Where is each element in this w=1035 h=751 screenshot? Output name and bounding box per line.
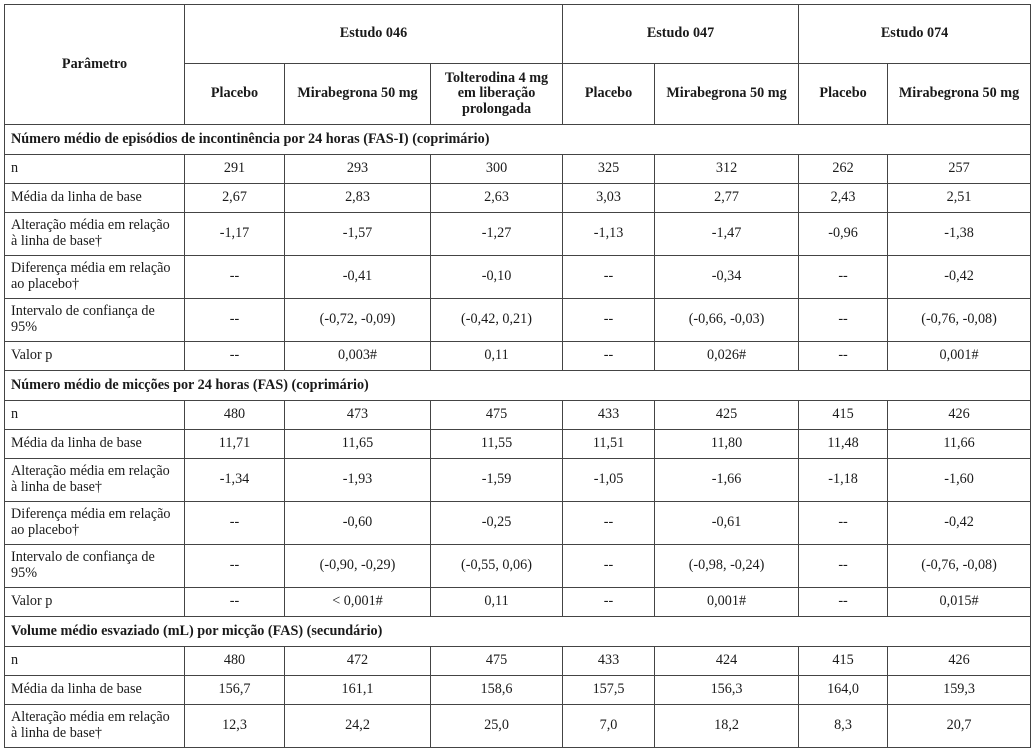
- table-cell: 2,83: [285, 184, 431, 213]
- table-cell: 24,2: [285, 705, 431, 748]
- table-cell: -1,57: [285, 213, 431, 256]
- table-cell: 262: [799, 155, 888, 184]
- table-cell: 425: [655, 401, 799, 430]
- table-cell: 158,6: [431, 676, 563, 705]
- table-cell: 424: [655, 647, 799, 676]
- table-cell: 312: [655, 155, 799, 184]
- table-row: [5, 647, 1031, 676]
- table-cell: 0,11: [431, 342, 563, 371]
- table-cell: (-0,55, 0,06): [431, 545, 563, 588]
- table-cell: 8,3: [799, 705, 888, 748]
- table-cell: 11,65: [285, 430, 431, 459]
- table-cell: 11,55: [431, 430, 563, 459]
- row-label: n: [5, 155, 185, 184]
- s047-placebo-header: Placebo: [563, 64, 655, 125]
- table-row: [5, 705, 1031, 748]
- table-cell: (-0,98, -0,24): [655, 545, 799, 588]
- table-row: [5, 401, 1031, 430]
- s046-placebo-header: Placebo: [185, 64, 285, 125]
- row-label: n: [5, 401, 185, 430]
- table-cell: -0,61: [655, 502, 799, 545]
- s074-mirabegron-header: Mirabegrona 50 mg: [888, 64, 1031, 125]
- table-cell: --: [799, 502, 888, 545]
- table-cell: 11,71: [185, 430, 285, 459]
- table-cell: 2,67: [185, 184, 285, 213]
- table-cell: 293: [285, 155, 431, 184]
- table-cell: 433: [563, 401, 655, 430]
- study-046-header: Estudo 046: [185, 5, 563, 64]
- table-cell: 257: [888, 155, 1031, 184]
- document-page: [4, 4, 1030, 748]
- table-cell: 472: [285, 647, 431, 676]
- results-table: [4, 4, 1031, 748]
- row-label: Valor p: [5, 342, 185, 371]
- study-047-header: Estudo 047: [563, 5, 799, 64]
- table-cell: -0,42: [888, 502, 1031, 545]
- table-header: [5, 5, 1031, 125]
- table-cell: -0,96: [799, 213, 888, 256]
- table-cell: --: [563, 256, 655, 299]
- table-cell: 7,0: [563, 705, 655, 748]
- table-cell: --: [563, 502, 655, 545]
- table-cell: -0,42: [888, 256, 1031, 299]
- table-row: [5, 588, 1031, 617]
- table-cell: 433: [563, 647, 655, 676]
- table-cell: 473: [285, 401, 431, 430]
- row-label: Média da linha de base: [5, 184, 185, 213]
- table-cell: 3,03: [563, 184, 655, 213]
- table-row: [5, 342, 1031, 371]
- table-cell: 157,5: [563, 676, 655, 705]
- table-cell: --: [799, 588, 888, 617]
- table-cell: -1,93: [285, 459, 431, 502]
- table-cell: 0,001#: [655, 588, 799, 617]
- s046-mirabegron-header: Mirabegrona 50 mg: [285, 64, 431, 125]
- table-cell: 291: [185, 155, 285, 184]
- row-label: Valor p: [5, 588, 185, 617]
- row-label: Alteração média em relação à linha de base†: [5, 213, 185, 256]
- table-cell: --: [185, 256, 285, 299]
- section-title: Volume médio esvaziado (mL) por micção (FAS) (secundário): [5, 617, 1031, 647]
- row-label: n: [5, 647, 185, 676]
- table-cell: (-0,42, 0,21): [431, 299, 563, 342]
- table-cell: 164,0: [799, 676, 888, 705]
- s074-placebo-header: Placebo: [799, 64, 888, 125]
- table-cell: 156,3: [655, 676, 799, 705]
- table-cell: 480: [185, 647, 285, 676]
- row-label: Média da linha de base: [5, 430, 185, 459]
- table-row: [5, 502, 1031, 545]
- table-row: [5, 155, 1031, 184]
- parameter-header: Parâmetro: [5, 5, 185, 125]
- table-cell: --: [799, 299, 888, 342]
- table-cell: -1,13: [563, 213, 655, 256]
- table-cell: -1,47: [655, 213, 799, 256]
- row-label: Diferença média em relação ao placebo†: [5, 502, 185, 545]
- table-cell: -0,34: [655, 256, 799, 299]
- table-cell: 0,001#: [888, 342, 1031, 371]
- row-label: Alteração média em relação à linha de base†: [5, 459, 185, 502]
- table-cell: -1,27: [431, 213, 563, 256]
- table-cell: 2,77: [655, 184, 799, 213]
- table-cell: -0,10: [431, 256, 563, 299]
- table-cell: 25,0: [431, 705, 563, 748]
- table-cell: (-0,76, -0,08): [888, 299, 1031, 342]
- table-cell: (-0,72, -0,09): [285, 299, 431, 342]
- table-cell: --: [563, 545, 655, 588]
- table-cell: 159,3: [888, 676, 1031, 705]
- table-row: [5, 256, 1031, 299]
- table-cell: 0,003#: [285, 342, 431, 371]
- table-row: [5, 545, 1031, 588]
- table-cell: 415: [799, 647, 888, 676]
- table-cell: 2,51: [888, 184, 1031, 213]
- table-cell: 11,66: [888, 430, 1031, 459]
- table-cell: -0,41: [285, 256, 431, 299]
- table-cell: 426: [888, 401, 1031, 430]
- table-cell: --: [185, 588, 285, 617]
- table-cell: -1,17: [185, 213, 285, 256]
- table-cell: 156,7: [185, 676, 285, 705]
- table-cell: --: [799, 342, 888, 371]
- table-cell: 11,80: [655, 430, 799, 459]
- table-cell: 475: [431, 401, 563, 430]
- table-cell: (-0,90, -0,29): [285, 545, 431, 588]
- table-row: [5, 184, 1031, 213]
- table-cell: 20,7: [888, 705, 1031, 748]
- table-cell: --: [185, 545, 285, 588]
- row-label: Intervalo de confiança de 95%: [5, 545, 185, 588]
- table-cell: 475: [431, 647, 563, 676]
- study-074-header: Estudo 074: [799, 5, 1031, 64]
- row-label: Diferença média em relação ao placebo†: [5, 256, 185, 299]
- section-title: Número médio de micções por 24 horas (FAS) (coprimário): [5, 371, 1031, 401]
- table-cell: 415: [799, 401, 888, 430]
- table-cell: 11,48: [799, 430, 888, 459]
- table-cell: 18,2: [655, 705, 799, 748]
- row-label: Intervalo de confiança de 95%: [5, 299, 185, 342]
- table-cell: (-0,76, -0,08): [888, 545, 1031, 588]
- table-cell: < 0,001#: [285, 588, 431, 617]
- table-cell: 0,11: [431, 588, 563, 617]
- s047-mirabegron-header: Mirabegrona 50 mg: [655, 64, 799, 125]
- table-cell: --: [563, 299, 655, 342]
- table-row: [5, 213, 1031, 256]
- table-cell: -1,59: [431, 459, 563, 502]
- row-label: Alteração média em relação à linha de base†: [5, 705, 185, 748]
- table-row: [5, 676, 1031, 705]
- table-cell: -0,60: [285, 502, 431, 545]
- table-cell: --: [563, 588, 655, 617]
- table-cell: -1,34: [185, 459, 285, 502]
- table-row: [5, 430, 1031, 459]
- row-label: Média da linha de base: [5, 676, 185, 705]
- table-cell: 0,015#: [888, 588, 1031, 617]
- table-row: [5, 459, 1031, 502]
- table-cell: 161,1: [285, 676, 431, 705]
- section-title: Número médio de episódios de incontinência por 24 horas (FAS-I) (coprimário): [5, 125, 1031, 155]
- table-cell: --: [185, 299, 285, 342]
- table-cell: --: [185, 342, 285, 371]
- table-cell: 12,3: [185, 705, 285, 748]
- table-cell: 11,51: [563, 430, 655, 459]
- table-cell: 300: [431, 155, 563, 184]
- table-cell: 325: [563, 155, 655, 184]
- table-cell: --: [799, 256, 888, 299]
- table-cell: -1,66: [655, 459, 799, 502]
- table-cell: -1,60: [888, 459, 1031, 502]
- table-cell: -1,38: [888, 213, 1031, 256]
- table-cell: 0,026#: [655, 342, 799, 371]
- table-cell: -1,05: [563, 459, 655, 502]
- table-cell: --: [563, 342, 655, 371]
- table-cell: 480: [185, 401, 285, 430]
- table-cell: -1,18: [799, 459, 888, 502]
- table-row: [5, 299, 1031, 342]
- table-cell: -0,25: [431, 502, 563, 545]
- s046-tolterodine-header: Tolterodina 4 mg em liberação prolongada: [431, 64, 563, 125]
- table-cell: 2,43: [799, 184, 888, 213]
- table-cell: 2,63: [431, 184, 563, 213]
- table-cell: --: [185, 502, 285, 545]
- table-cell: 426: [888, 647, 1031, 676]
- table-cell: --: [799, 545, 888, 588]
- table-body: [5, 125, 1031, 748]
- table-cell: (-0,66, -0,03): [655, 299, 799, 342]
